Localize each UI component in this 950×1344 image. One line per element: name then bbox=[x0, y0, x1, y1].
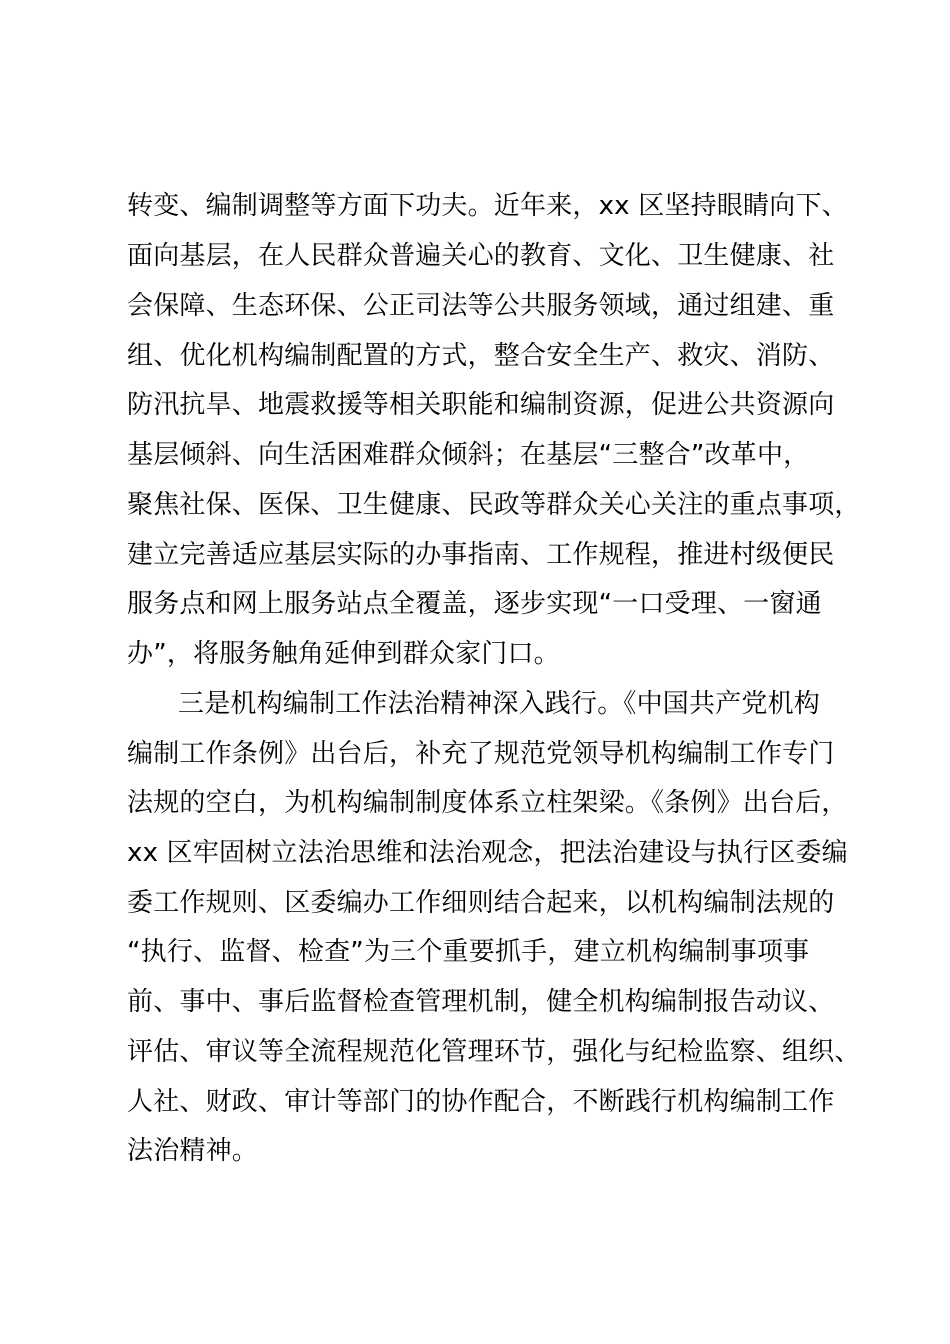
text-line: 转变、编制调整等方面下功夫。近年来，xx 区坚持眼睛向下、 bbox=[127, 191, 848, 221]
text-line: 评估、审议等全流程规范化管理环节，强化与纪检监察、组织、 bbox=[127, 1037, 861, 1067]
text-line: 基层倾斜、向生活困难群众倾斜；在基层“三整合”改革中， bbox=[127, 440, 810, 470]
text-line: 面向基层，在人民群众普遍关心的教育、文化、卫生健康、社 bbox=[127, 241, 835, 271]
text-line: 办”，将服务触角延伸到群众家门口。 bbox=[127, 639, 560, 669]
text-line: 委工作规则、区委编办工作细则结合起来，以机构编制法规的 bbox=[127, 888, 835, 918]
text-line: 防汛抗旱、地震救援等相关职能和编制资源，促进公共资源向 bbox=[127, 390, 835, 420]
text-line: 建立完善适应基层实际的办事指南、工作规程，推进村级便民 bbox=[127, 540, 835, 570]
text-line: 三是机构编制工作法治精神深入践行。《中国共产党机构 bbox=[178, 689, 821, 719]
text-line: 法规的空白，为机构编制制度体系立柱架梁。《条例》出台后， bbox=[127, 788, 848, 818]
text-line: “执行、监督、检查”为三个重要抓手，建立机构编制事项事 bbox=[127, 937, 810, 967]
text-line: 前、事中、事后监督检查管理机制，健全机构编制报告动议、 bbox=[127, 987, 835, 1017]
text-line: 组、优化机构编制配置的方式，整合安全生产、救灾、消防、 bbox=[127, 341, 835, 371]
text-line: 服务点和网上服务站点全覆盖，逐步实现“一口受理、一窗通 bbox=[127, 589, 822, 619]
text-line: 会保障、生态环保、公正司法等公共服务领域，通过组建、重 bbox=[127, 291, 835, 321]
text-line: 编制工作条例》出台后，补充了规范党领导机构编制工作专门 bbox=[127, 739, 835, 769]
text-line: 人社、财政、审计等部门的协作配合，不断践行机构编制工作 bbox=[127, 1087, 835, 1117]
text-line: xx 区牢固树立法治思维和法治观念，把法治建设与执行区委编 bbox=[127, 838, 848, 868]
text-line: 法治精神。 bbox=[127, 1136, 259, 1166]
text-line: 聚焦社保、医保、卫生健康、民政等群众关心关注的重点事项， bbox=[127, 490, 861, 520]
